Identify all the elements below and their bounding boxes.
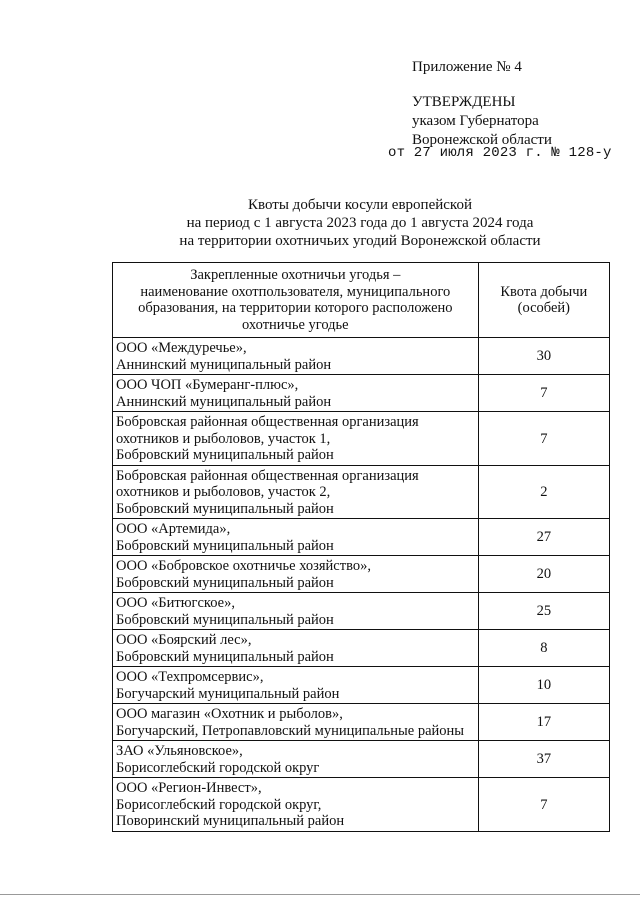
- quota-value-cell: 17: [478, 704, 609, 741]
- quota-value-cell: 20: [478, 556, 609, 593]
- table-row: [113, 556, 610, 593]
- table-row: [113, 630, 610, 667]
- header-quota-line: Квота добычи: [500, 283, 588, 300]
- quota-value-cell: 8: [478, 630, 609, 667]
- hunting-ground-cell: [113, 667, 479, 704]
- quota-value-cell: 37: [478, 741, 609, 778]
- hunting-ground-cell: [113, 741, 479, 778]
- hunting-ground-cell: [113, 519, 479, 556]
- header-name-line: охотничье угодье: [242, 316, 349, 333]
- table-header-row: [113, 263, 610, 338]
- hunting-ground-line: ООО «Регион-Инвест»,: [116, 780, 262, 796]
- hunting-ground-line: Поворинский муниципальный район: [116, 813, 345, 829]
- hunting-ground-line: Бобровский муниципальный район: [116, 537, 334, 554]
- hunting-ground-line: Аннинский муниципальный район: [116, 393, 332, 410]
- table-row: [113, 338, 610, 375]
- hunting-ground-line: охотников и рыболовов, участок 2,: [116, 484, 331, 500]
- hunting-ground-line: ООО «Артемида»,: [116, 521, 231, 537]
- approval-header: [412, 58, 552, 150]
- hunting-ground-line: ООО «Междуречье»,: [116, 340, 247, 356]
- hunting-ground-line: Бобровский муниципальный район: [116, 500, 334, 517]
- hunting-ground-cell: [113, 778, 479, 832]
- hunting-ground-line: ООО ЧОП «Бумеранг-плюс»,: [116, 377, 299, 393]
- table-row: [113, 519, 610, 556]
- header-name-line: наименование охотпользователя, муниципального: [140, 283, 451, 300]
- title-line-3: на территории охотничьих угодий Воронежской области: [179, 233, 541, 249]
- title-line-2: на период с 1 августа 2023 года до 1 августа 2024 года: [186, 215, 534, 231]
- quota-table: [112, 262, 610, 832]
- decree-label: указом Губернатора: [412, 113, 539, 129]
- appendix-label: Приложение № 4: [412, 59, 522, 75]
- hunting-ground-cell: [113, 375, 479, 412]
- table-row: [113, 778, 610, 832]
- hunting-ground-cell: [113, 704, 479, 741]
- table-row: [113, 465, 610, 519]
- hunting-ground-line: Аннинский муниципальный район: [116, 356, 332, 373]
- hunting-ground-line: Бобровский муниципальный район: [116, 574, 334, 591]
- header-name-cell: [113, 263, 479, 338]
- table-row: [113, 667, 610, 704]
- hunting-ground-line: Борисоглебский городской округ: [116, 759, 320, 776]
- quota-value-cell: 7: [478, 412, 609, 466]
- title-line-1: Квоты добычи косули европейской: [248, 197, 472, 213]
- document-title: [100, 196, 620, 250]
- hunting-ground-line: Бобровская районная общественная организация: [116, 467, 419, 484]
- table-row: [113, 704, 610, 741]
- header-quota-cell: [478, 263, 609, 338]
- quota-value-cell: 27: [478, 519, 609, 556]
- region-label: Воронежской области: [412, 132, 552, 148]
- hunting-ground-line: Бобровский муниципальный район: [116, 648, 334, 665]
- table-body: [113, 338, 610, 832]
- table-row: [113, 593, 610, 630]
- hunting-ground-line: ООО «Боярский лес»,: [116, 632, 252, 648]
- hunting-ground-line: ЗАО «Ульяновское»,: [116, 743, 243, 759]
- hunting-ground-line: охотников и рыболовов, участок 1,: [116, 430, 331, 447]
- hunting-ground-line: ООО «Техпромсервис»,: [116, 669, 264, 685]
- table-row: [113, 375, 610, 412]
- hunting-ground-cell: [113, 338, 479, 375]
- hunting-ground-line: ООО «Бобровское охотничье хозяйство»,: [116, 558, 371, 574]
- quota-value-cell: 7: [478, 778, 609, 832]
- header-quota-line: (особей): [517, 300, 570, 316]
- header-name-line: образования, на территории которого расположено: [138, 300, 453, 316]
- quota-value-cell: 2: [478, 465, 609, 519]
- hunting-ground-line: Богучарский муниципальный район: [116, 685, 340, 702]
- hunting-ground-line: ООО «Битюгское»,: [116, 595, 235, 611]
- approved-label: УТВЕРЖДЕНЫ: [412, 94, 516, 110]
- hunting-ground-cell: [113, 412, 479, 466]
- hunting-ground-line: Бобровский муниципальный район: [116, 611, 334, 628]
- quota-value-cell: 10: [478, 667, 609, 704]
- hunting-ground-line: Богучарский, Петропавловский муниципальные районы: [116, 722, 465, 739]
- hunting-ground-line: Бобровский муниципальный район: [116, 447, 334, 463]
- table-row: [113, 412, 610, 466]
- header-name-line: Закрепленные охотничьи угодья –: [190, 267, 401, 283]
- hunting-ground-line: ООО магазин «Охотник и рыболов»,: [116, 706, 343, 722]
- hunting-ground-cell: [113, 593, 479, 630]
- page-bottom-rule: [0, 894, 640, 895]
- hunting-ground-cell: [113, 630, 479, 667]
- table-row: [113, 741, 610, 778]
- quota-value-cell: 30: [478, 338, 609, 375]
- hunting-ground-line: Борисоглебский городской округ,: [116, 796, 322, 813]
- decree-date-stamp: от 27 июля 2023 г. № 128-у: [388, 145, 612, 161]
- hunting-ground-cell: [113, 556, 479, 593]
- hunting-ground-line: Бобровская районная общественная организация: [116, 414, 419, 430]
- quota-value-cell: 25: [478, 593, 609, 630]
- hunting-ground-cell: [113, 465, 479, 519]
- quota-value-cell: 7: [478, 375, 609, 412]
